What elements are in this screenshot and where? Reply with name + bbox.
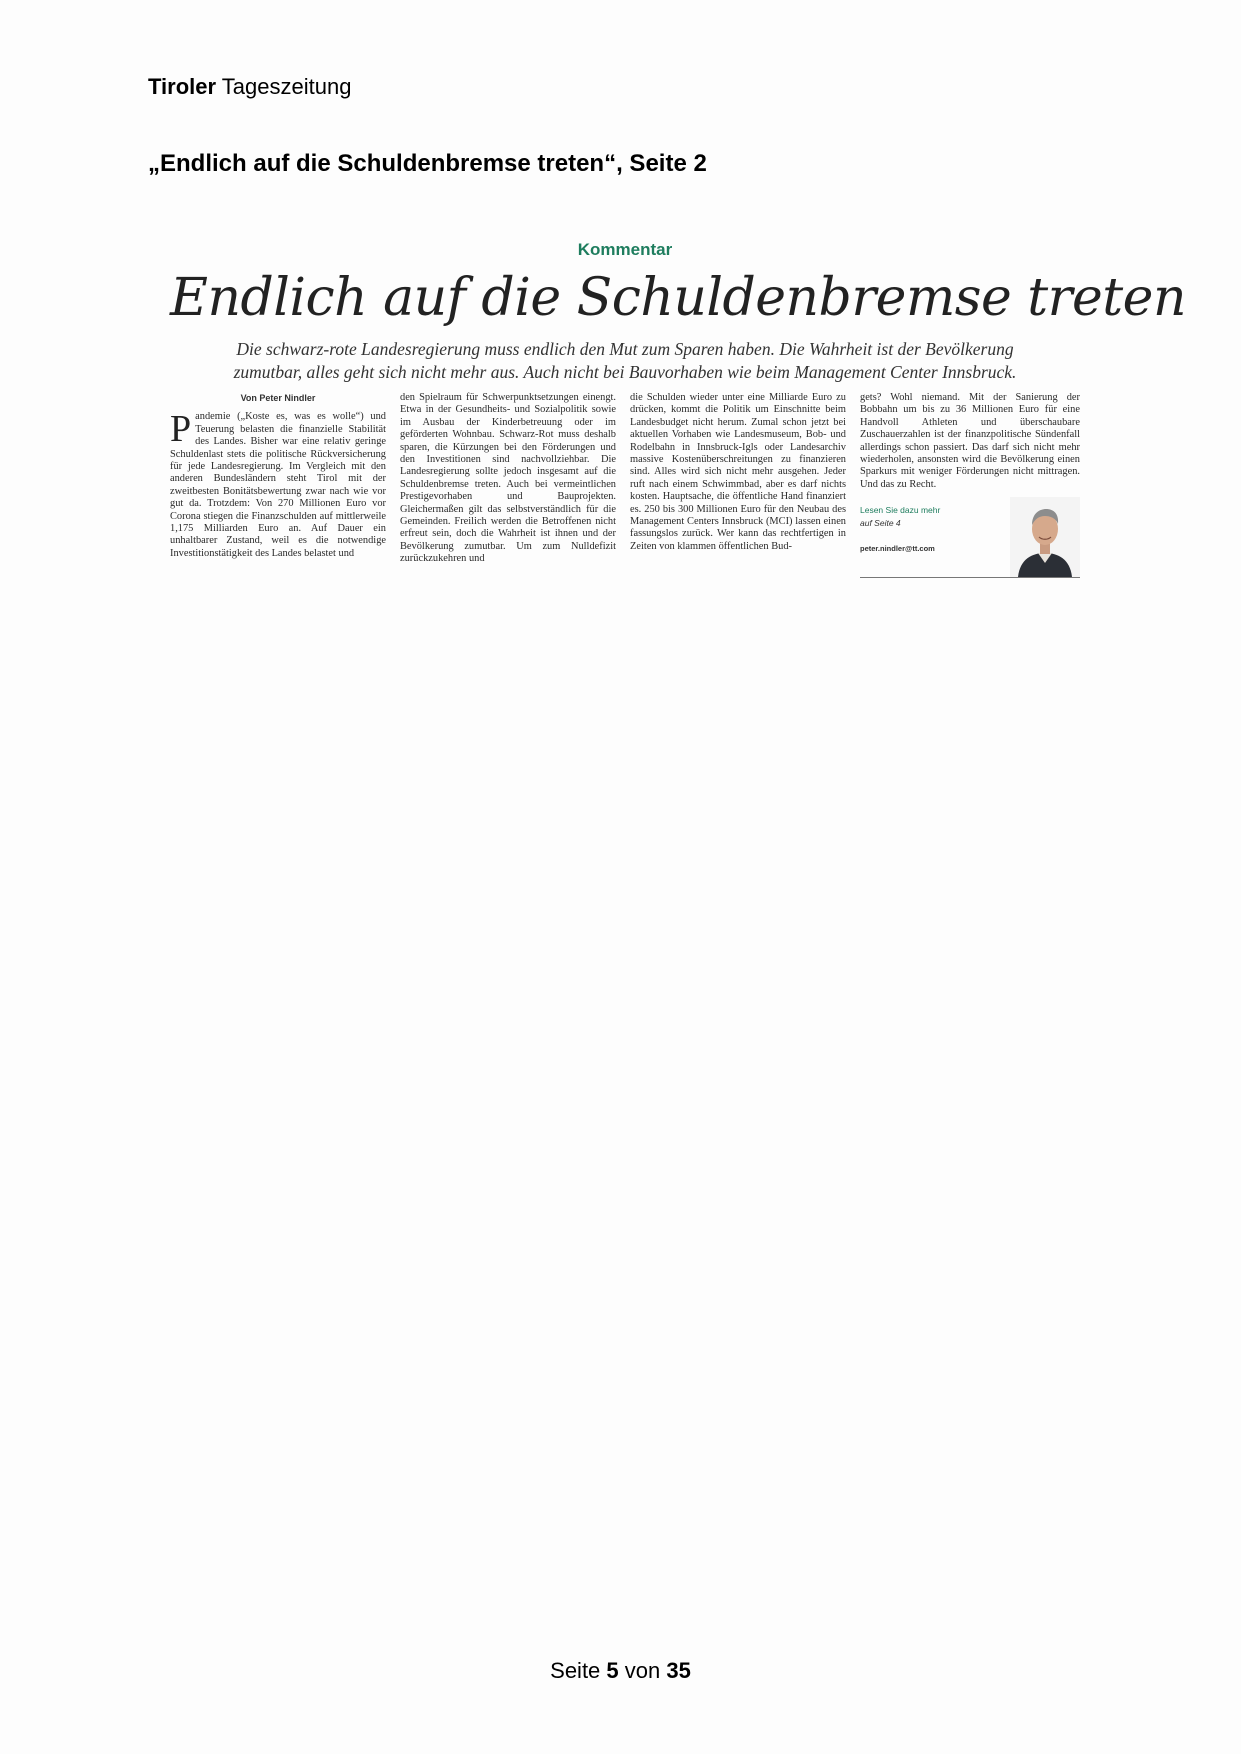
article-column-1 bbox=[170, 392, 386, 560]
article-byline: Von Peter Nindler bbox=[240, 393, 316, 403]
page-footer bbox=[0, 1658, 1241, 1684]
document-title: „Endlich auf die Schuldenbremse treten“, Seite 2 bbox=[148, 150, 707, 177]
column-2-text: den Spielraum für Schwerpunktsetzungen einengt. Etwa in der Gesundheits- und Sozialpolitik sowie im Ausbau der Kinderbetreuung oder im geförderten Wohnbau. Schwarz-Rot muss deshalb sparen, die Kürzungen bei den Förderungen und den Investitionen sind nachvollziehbar. Die Landesregierung sollte jedoch insgesamt auf die Schuldenbremse treten. Auch bei vermeintlichen Prestigevorhaben und Bauprojekten. Gleichermaßen gilt das selbstverständlich für die Gemeinden. Freilich werden die Betroffenen nicht erfreut sein, doch die Wahrheit ist ihnen und der Bevölkerung zumutbar. Um zum Nulldefizit zurückzukehren und bbox=[400, 392, 616, 565]
newspaper-name-bold: Tiroler bbox=[148, 74, 217, 99]
article-headline: Endlich auf die Schuldenbremse treten bbox=[170, 268, 1186, 328]
article-column-3 bbox=[630, 392, 846, 553]
drop-cap: P bbox=[170, 408, 192, 451]
article-columns bbox=[170, 392, 1080, 577]
column-3-text: die Schulden wieder unter eine Milliarde Euro zu drücken, kommt die Politik um Einschnitte beim Landesbudget nicht herum. Zumal schon jetzt bei aktuellen Vorhaben wie Landesmuseum, Bob- und Rodelbahn in Innsbruck-Igls oder Landesarchiv massive Kostenüberschreitungen zu finanzieren sind. Alles wird sich nicht mehr ausgehen. Jeder ruft nach einem Schwimmbad, aber es darf nichts kosten. Hauptsache, die öffentliche Hand finanziert es. 250 bis 300 Millionen Euro für den Neubau des Management Centers Innsbruck (MCI) lassen einen fassungslos zurück. Wer kann das rechtfertigen in Zeiten von klammen öffentlichen Bud- bbox=[630, 392, 846, 552]
author-email: peter.nindler@tt.com bbox=[860, 544, 935, 553]
author-box bbox=[860, 497, 1080, 577]
article-lead: Die schwarz-rote Landesregierung muss endlich den Mut zum Sparen haben. Die Wahrheit ist der Bevölkerung zumutbar, alles geht sich nicht mehr aus. Auch nicht bei Bauvorhaben wie beim Management Center Innsbruck. bbox=[233, 339, 1017, 382]
newspaper-name-rest: Tageszeitung bbox=[216, 74, 352, 99]
author-box-rule bbox=[860, 577, 1080, 578]
footer-middle: von bbox=[618, 1658, 667, 1683]
article-column-4 bbox=[860, 392, 1080, 491]
footer-page-total: 35 bbox=[666, 1658, 691, 1683]
footer-prefix: Seite bbox=[550, 1658, 607, 1683]
column-4-text: gets? Wohl niemand. Mit der Sanierung der Bobbahn um bis zu 36 Millionen Euro für eine Handvoll Athleten und überschaubare Zuschauerzahlen ist der finanzpolitische Sündenfall allerdings schon passiert. Das darf sich nicht mehr wiederholen, ansonsten wird die Bevölkerung einen Sparkurs mit weniger Förderungen nicht mittragen. Und das zu Recht. bbox=[860, 392, 1080, 490]
read-more-label: Lesen Sie dazu mehr bbox=[860, 505, 941, 515]
footer-page-number: 5 bbox=[606, 1658, 619, 1683]
read-more-page: auf Seite 4 bbox=[860, 518, 901, 528]
newspaper-name bbox=[148, 74, 351, 100]
article-column-2 bbox=[400, 392, 616, 566]
article-kicker: Kommentar bbox=[577, 240, 673, 259]
article-clipping bbox=[170, 238, 1186, 580]
author-portrait bbox=[1010, 497, 1080, 577]
column-1-text: andemie („Koste es, was es wolle“) und Teuerung belasten die finanzielle Stabilität des Landes. Bisher war eine relativ geringe Schuldenlast stets die politische Rückversicherung für jede Landesregierung. Im Vergleich mit den anderen Bundesländern steht Tirol mit der zweitbesten Bonitätsbewertung zwar nach wie vor gut da. Trotzdem: Von 270 Millionen Euro vor Corona stiegen die Finanzschulden auf mittlerweile 1,175 Milliarden Euro an. Auf Dauer ein unhaltbarer Zustand, weil es die notwendige Investitionstätigkeit des Landes belastet und bbox=[170, 411, 386, 559]
